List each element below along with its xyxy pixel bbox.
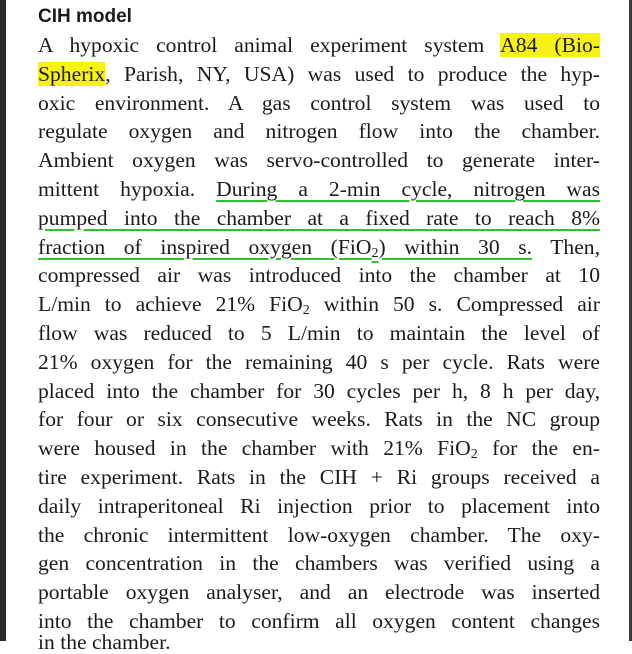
text-line bbox=[38, 261, 600, 290]
text-line bbox=[38, 521, 600, 550]
text-run: oxic environment. A gas control system was used to bbox=[38, 90, 600, 115]
text-line bbox=[38, 175, 600, 204]
text-line bbox=[38, 233, 600, 262]
underlined-text: ) within 30 s. bbox=[378, 234, 533, 259]
text-line bbox=[38, 89, 600, 118]
text-line bbox=[38, 31, 600, 60]
underlined-text: During a 2-min cycle, nitrogen was bbox=[216, 177, 600, 201]
text-run: tire experiment. Rats in the CIH + Ri groups received a bbox=[38, 465, 600, 489]
text-run: compressed air was introduced into the chamber at 10 bbox=[38, 263, 600, 288]
text-run: placed into the chamber for 30 cycles per h, 8 h per day, bbox=[38, 378, 600, 403]
text-run: for four or six consecutive weeks. Rats in the NC group bbox=[38, 407, 600, 432]
text-line bbox=[38, 549, 600, 578]
text-run: into the chamber to confirm all oxygen content changes bbox=[38, 609, 600, 633]
text-run: , Parish, NY, USA) was used to produce the hyp- bbox=[105, 61, 600, 86]
text-run: flow was reduced to 5 L/min to maintain the level of bbox=[38, 321, 600, 345]
text-line bbox=[38, 348, 600, 377]
text-line bbox=[38, 578, 600, 607]
left-page-edge bbox=[0, 0, 6, 641]
text-run: L/min to achieve 21% FiO bbox=[38, 292, 303, 317]
text-run: mittent hypoxia. bbox=[38, 177, 217, 201]
text-run: daily intraperitoneal Ri injection prior to placement into bbox=[38, 493, 600, 518]
text-line bbox=[38, 434, 600, 463]
highlighted-text: Spherix bbox=[38, 61, 106, 86]
text-line bbox=[38, 204, 600, 233]
text-line bbox=[38, 290, 600, 319]
text-run: within 50 s. Compressed air bbox=[309, 292, 600, 317]
text-line bbox=[38, 60, 600, 89]
underlined-text: fraction of inspired oxygen (FiO bbox=[38, 234, 372, 259]
text-run: 21% oxygen for the remaining 40 s per cycle. Rats were bbox=[38, 349, 600, 374]
text-run: portable oxygen analyser, and an electrode was inserted bbox=[38, 580, 600, 605]
cut-off-line: in the chamber. bbox=[38, 630, 171, 654]
text-run: were housed in the chamber with 21% FiO bbox=[38, 436, 471, 461]
underlined-text: 2 bbox=[371, 245, 379, 261]
text-line bbox=[38, 463, 600, 492]
text-run: A hypoxic control animal experiment system bbox=[38, 33, 501, 57]
section-heading: CIH model bbox=[38, 6, 132, 27]
text-line bbox=[38, 146, 600, 175]
text-run: Ambient oxygen was servo-controlled to generate inter- bbox=[38, 148, 600, 173]
text-line bbox=[38, 405, 600, 434]
text-line bbox=[38, 377, 600, 406]
text-run: 2 bbox=[470, 447, 478, 463]
text-run: the chronic intermittent low-oxygen chamber. The oxy- bbox=[38, 522, 600, 547]
text-line bbox=[38, 117, 600, 146]
text-line bbox=[38, 319, 600, 348]
text-run: 2 bbox=[302, 303, 310, 319]
text-run: gen concentration in the chambers was verified using a bbox=[38, 551, 600, 576]
text-run: Then, bbox=[532, 234, 601, 259]
highlighted-text: A84 (Bio- bbox=[500, 33, 600, 57]
text-run: for the en- bbox=[477, 436, 600, 461]
text-line bbox=[38, 492, 600, 521]
underlined-text: pumped into the chamber at a fixed rate to reach 8% bbox=[38, 205, 600, 230]
text-run: regulate oxygen and nitrogen flow into the chamber. bbox=[38, 119, 600, 144]
